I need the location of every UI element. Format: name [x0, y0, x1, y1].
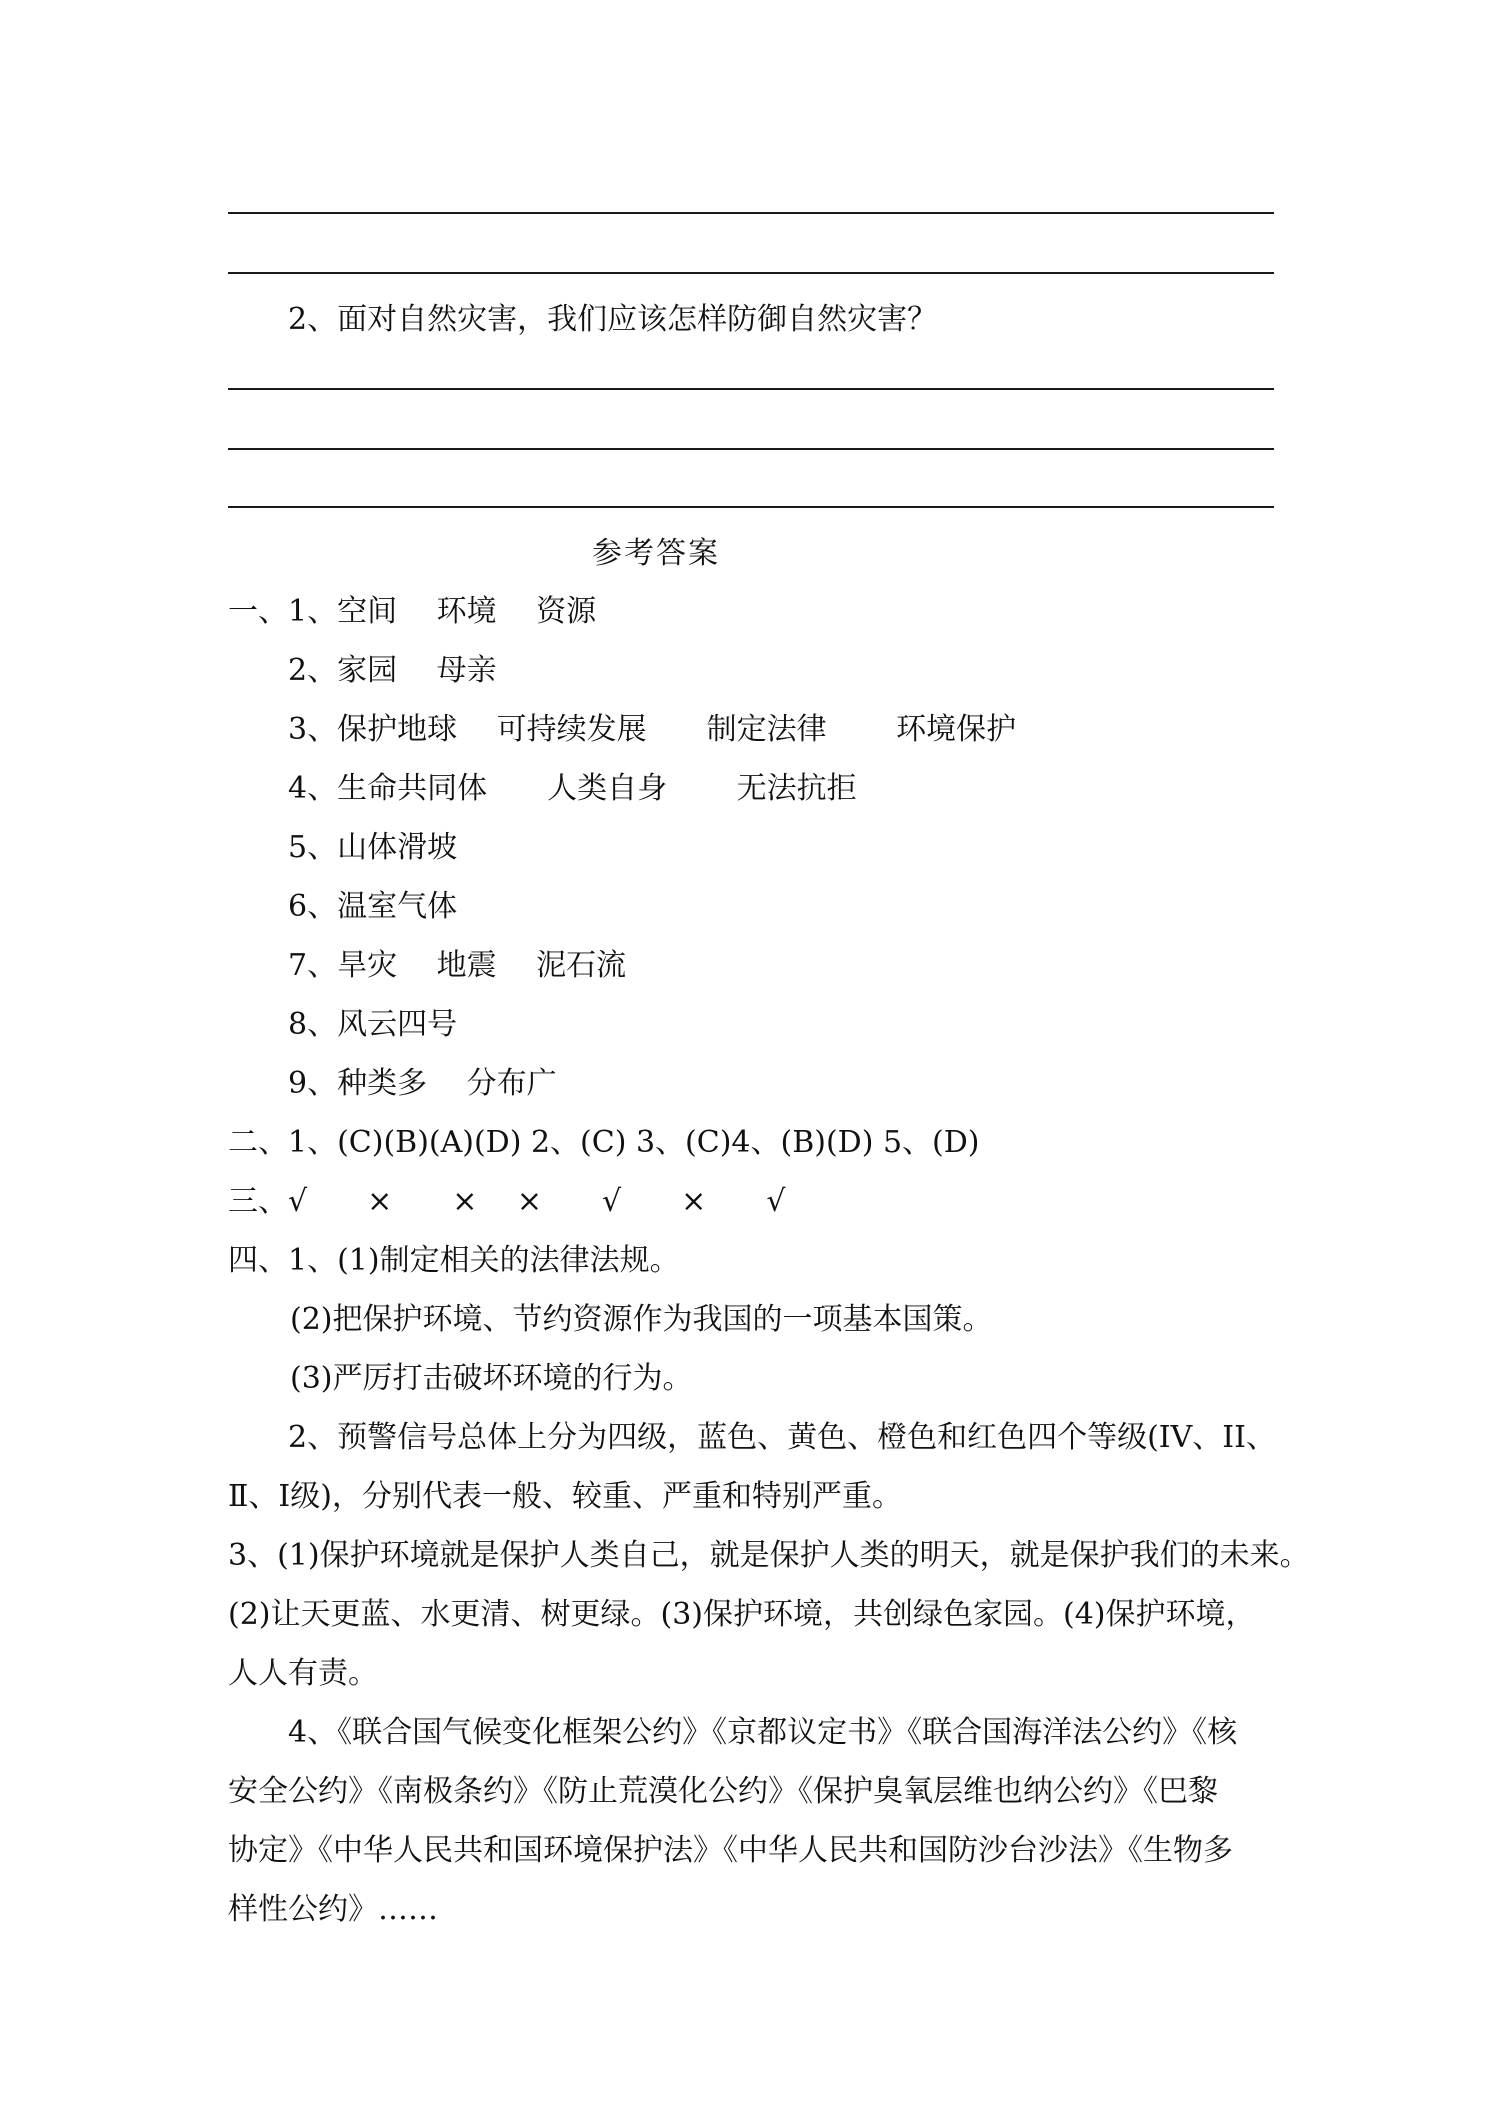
answer-line	[228, 506, 1274, 508]
section-4-line-2: (2)把保护环境、节约资源作为我国的一项基本国策。	[290, 1302, 993, 1337]
section-4-line-10: 安全公约》《南极条约》《防止荒漠化公约》《保护臭氧层维也纳公约》《巴黎	[228, 1774, 1218, 1809]
section-1-line-1: 一、1、空间 环境 资源	[228, 594, 597, 629]
answer-key-title: 参考答案	[592, 536, 720, 571]
question-2: 2、面对自然灾害，我们应该怎样防御自然灾害？	[288, 302, 938, 337]
section-4-line-8: 人人有责。	[228, 1656, 378, 1691]
section-1-line-5: 5、山体滑坡	[288, 830, 458, 865]
section-4-line-1: 四、1、(1)制定相关的法律法规。	[228, 1243, 680, 1278]
section-4-line-4: 2、预警信号总体上分为四级，蓝色、黄色、橙色和红色四个等级(IV、II、	[288, 1420, 1277, 1455]
section-4-line-12: 样性公约》……	[228, 1892, 438, 1927]
section-1-line-3: 3、保护地球 可持续发展 制定法律 环境保护	[288, 712, 1017, 747]
section-4-line-9: 4、《联合国气候变化框架公约》《京都议定书》《联合国海洋法公约》《核	[288, 1715, 1238, 1750]
section-1-line-4: 4、生命共同体 人类自身 无法抗拒	[288, 771, 857, 806]
answer-line	[228, 212, 1274, 214]
section-1-line-9: 9、种类多 分布广	[288, 1066, 557, 1101]
answer-line	[228, 448, 1274, 450]
section-4-line-6: 3、(1)保护环境就是保护人类自己，就是保护人类的明天，就是保护我们的未来。	[228, 1538, 1310, 1573]
section-1-line-2: 2、家园 母亲	[288, 653, 497, 688]
section-2-answers: 二、1、(C)(B)(A)(D) 2、(C) 3、(C)4、(B)(D) 5、(D)	[228, 1125, 980, 1160]
answer-line	[228, 272, 1274, 274]
section-1-line-6: 6、温室气体	[288, 889, 458, 924]
section-4-line-7: (2)让天更蓝、水更清、树更绿。(3)保护环境，共创绿色家园。(4)保护环境，	[228, 1597, 1256, 1632]
section-1-line-7: 7、旱灾 地震 泥石流	[288, 948, 627, 983]
section-4-line-11: 协定》《中华人民共和国环境保护法》《中华人民共和国防沙台沙法》《生物多	[228, 1833, 1233, 1868]
section-1-line-8: 8、风云四号	[288, 1007, 458, 1042]
section-4-line-5: Ⅱ、Ⅰ级)，分别代表一般、较重、严重和特别严重。	[228, 1479, 902, 1514]
section-3-answers: 三、√ × × × √ × √	[228, 1184, 786, 1219]
section-4-line-3: (3)严厉打击破坏环境的行为。	[290, 1361, 693, 1396]
answer-line	[228, 388, 1274, 390]
